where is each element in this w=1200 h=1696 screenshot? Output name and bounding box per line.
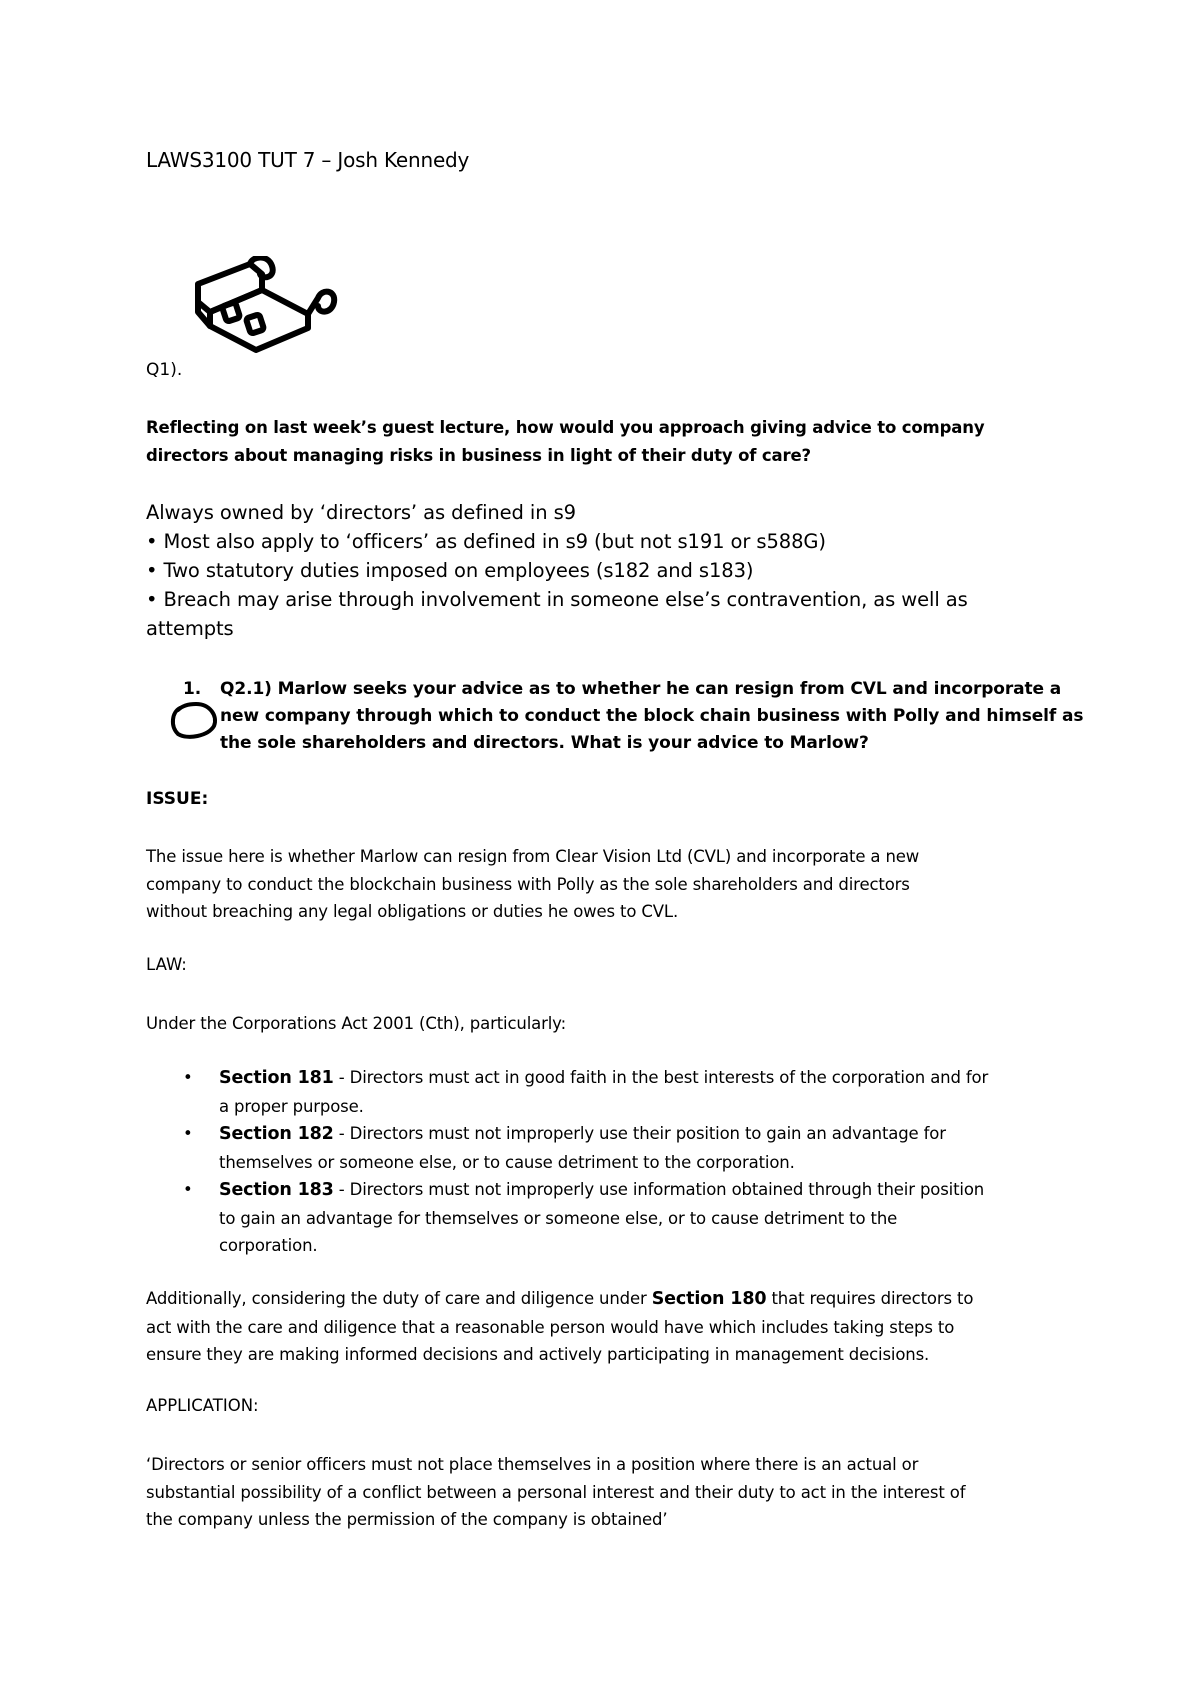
- q1-label: Q1).: [146, 360, 183, 380]
- application-paragraph: [146, 1451, 965, 1534]
- document-title: LAWS3100 TUT 7 – Josh Kennedy: [146, 148, 470, 172]
- notes-line: • Most also apply to ‘officers’ as defined in s9 (but not s191 or s588G): [146, 530, 826, 553]
- q1-question-line: directors about managing risks in business in light of their duty of care?: [146, 446, 811, 465]
- additional-paragraph: [146, 1285, 973, 1369]
- q1-question: [146, 414, 984, 470]
- section-label: Section 183: [219, 1180, 334, 1200]
- q2-question-line: the sole shareholders and directors. What is your advice to Marlow?: [220, 733, 869, 753]
- law-list-item: [183, 1064, 988, 1120]
- notes-line: attempts: [146, 617, 234, 640]
- law-list-item: [183, 1176, 988, 1260]
- additional-line: ensure they are making informed decisions and actively participating in management decisions.: [146, 1345, 930, 1364]
- application-heading: APPLICATION:: [146, 1396, 259, 1415]
- q2-question-line: Q2.1) Marlow seeks your advice as to whether he can resign from CVL and incorporate a: [220, 679, 1062, 699]
- additional-text: that requires directors to: [766, 1289, 974, 1308]
- issue-line: without breaching any legal obligations or duties he owes to CVL.: [146, 902, 679, 921]
- bullet: •: [183, 1068, 193, 1087]
- notes-line: • Breach may arise through involvement in someone else’s contravention, as well as: [146, 588, 968, 611]
- issue-heading: ISSUE:: [146, 789, 209, 809]
- section-text: - Directors must act in good faith in the best interests of the corporation and for: [333, 1068, 989, 1087]
- circle-mark-icon: [170, 700, 218, 740]
- q1-question-line: Reflecting on last week’s guest lecture, how would you approach giving advice to company: [146, 418, 985, 437]
- lecture-notes: [146, 498, 968, 643]
- issue-line: company to conduct the blockchain business with Polly as the sole shareholders and directors: [146, 874, 910, 894]
- bullet: •: [183, 1124, 193, 1143]
- section-text: a proper purpose.: [219, 1096, 364, 1116]
- additional-text: Additionally, considering the duty of care and diligence under: [146, 1289, 652, 1308]
- application-line: ‘Directors or senior officers must not place themselves in a position where there is an actual or: [146, 1455, 919, 1474]
- issue-paragraph: [146, 843, 919, 926]
- section-text: - Directors must not improperly use information obtained through their position: [333, 1180, 985, 1199]
- bullet: •: [183, 1180, 193, 1199]
- section-label: Section 182: [219, 1124, 334, 1144]
- section-label: Section 180: [651, 1289, 767, 1309]
- law-list: [183, 1064, 988, 1260]
- q2-question: [220, 676, 1083, 757]
- application-line: substantial possibility of a conflict between a personal interest and their duty to act in the interest of: [146, 1482, 966, 1502]
- q2-question-line: new company through which to conduct the block chain business with Polly and himself as: [220, 706, 1084, 726]
- q2-number: 1.: [183, 679, 202, 699]
- additional-line: act with the care and diligence that a reasonable person would have which includes taking steps to: [146, 1317, 955, 1337]
- section-text: to gain an advantage for themselves or someone else, or to cause detriment to the: [219, 1208, 898, 1228]
- application-line: the company unless the permission of the company is obtained’: [146, 1510, 668, 1529]
- section-text: corporation.: [219, 1236, 318, 1255]
- issue-line: The issue here is whether Marlow can resign from Clear Vision Ltd (CVL) and incorporate a new: [146, 847, 920, 866]
- section-label: Section 181: [219, 1068, 334, 1088]
- notes-line: • Two statutory duties imposed on employees (s182 and s183): [146, 559, 754, 582]
- notes-line: Always owned by ‘directors’ as defined in s9: [146, 501, 576, 524]
- section-text: - Directors must not improperly use their position to gain an advantage for: [333, 1124, 946, 1143]
- law-list-item: [183, 1120, 988, 1176]
- 3d-glasses-icon: [190, 256, 340, 356]
- law-intro: Under the Corporations Act 2001 (Cth), particularly:: [146, 1014, 566, 1033]
- section-text: themselves or someone else, or to cause detriment to the corporation.: [219, 1152, 795, 1172]
- law-heading: LAW:: [146, 955, 187, 974]
